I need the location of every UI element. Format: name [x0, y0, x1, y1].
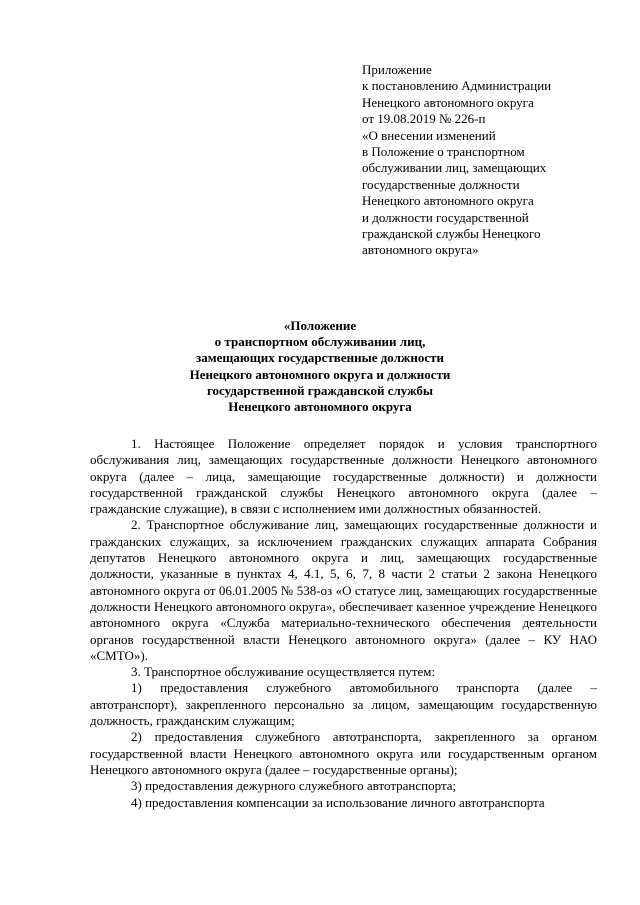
- appendix-line: Приложение: [362, 62, 432, 77]
- appendix-line: от 19.08.2019 № 226-п: [362, 111, 486, 127]
- list-item-1: 1) предоставления служебного автомобильного транспорта (далее – автотранспорт), закрепленного персонально за лицом, замещающим государственную должность, гражданским служащим;: [90, 680, 597, 729]
- appendix-line: к постановлению Администрации: [362, 78, 552, 94]
- appendix-line: гражданской службы Ненецкого: [362, 226, 541, 242]
- title-line: о транспортном обслуживании лиц,: [214, 334, 426, 350]
- appendix-line: государственные должности: [362, 176, 520, 192]
- document-body: [90, 436, 597, 811]
- appendix-line: автономного округа»: [362, 242, 479, 258]
- list-item-3: 3) предоставления дежурного служебного автотранспорта;: [131, 778, 457, 794]
- appendix-line: Ненецкого автономного округа: [362, 193, 534, 209]
- appendix-line: в Положение о транспортном: [362, 144, 525, 160]
- title-line: Ненецкого автономного округа: [228, 399, 412, 415]
- list-item-4: 4) предоставления компенсации за использование личного автотранспорта: [131, 794, 545, 810]
- paragraph-1: 1. Настоящее Положение определяет порядок и условия транспортного обслуживания лиц, замещающих государственные должности Ненецкого автономного округа (далее – лица, замещающие государственные должности) и должности государственной гражданской службы Ненецкого автономного округа (далее – гражданские служащие), в связи с исполнением ими должностных обязанностей.: [90, 436, 597, 517]
- document-title: [90, 318, 550, 415]
- paragraph-3: 3. Транспортное обслуживание осуществляется путем:: [131, 664, 436, 680]
- title-line: Ненецкого автономного округа и должности: [189, 366, 451, 382]
- appendix-line: Ненецкого автономного округа: [362, 94, 534, 110]
- appendix-line: «О внесении изменений: [362, 127, 496, 143]
- title-line: государственной гражданской службы: [206, 382, 434, 398]
- title-line: «Положение: [283, 318, 357, 333]
- paragraph-2: 2. Транспортное обслуживание лиц, замещающих государственные должности и гражданских служащих, за исключением гражданских служащих аппарата Собрания депутатов Ненецкого автономного округа и лиц, замещающих государственные должности, указанные в пунктах 4, 4.1, 5, 6, 7, 8 части 2 статьи 2 закона Ненецкого автономного округа от 06.01.2005 № 538-оз «О статусе лиц, замещающих государственные должности Ненецкого автономного округа», обеспечивает казенное учреждение Ненецкого автономного округа «Служба материально-технического обеспечения деятельности органов государственной власти Ненецкого автономного округа» (далее – КУ НАО «СМТО»).: [90, 517, 597, 663]
- appendix-header: [362, 62, 602, 259]
- list-item-2: 2) предоставления служебного автотранспорта, закрепленного за органом государственной власти Ненецкого автономного округа или государственным органом Ненецкого автономного округа (далее – государственные органы);: [90, 729, 597, 777]
- appendix-line: и должности государственной: [362, 209, 529, 225]
- appendix-line: обслуживании лиц, замещающих: [362, 160, 547, 176]
- title-line: замещающих государственные должности: [196, 350, 444, 366]
